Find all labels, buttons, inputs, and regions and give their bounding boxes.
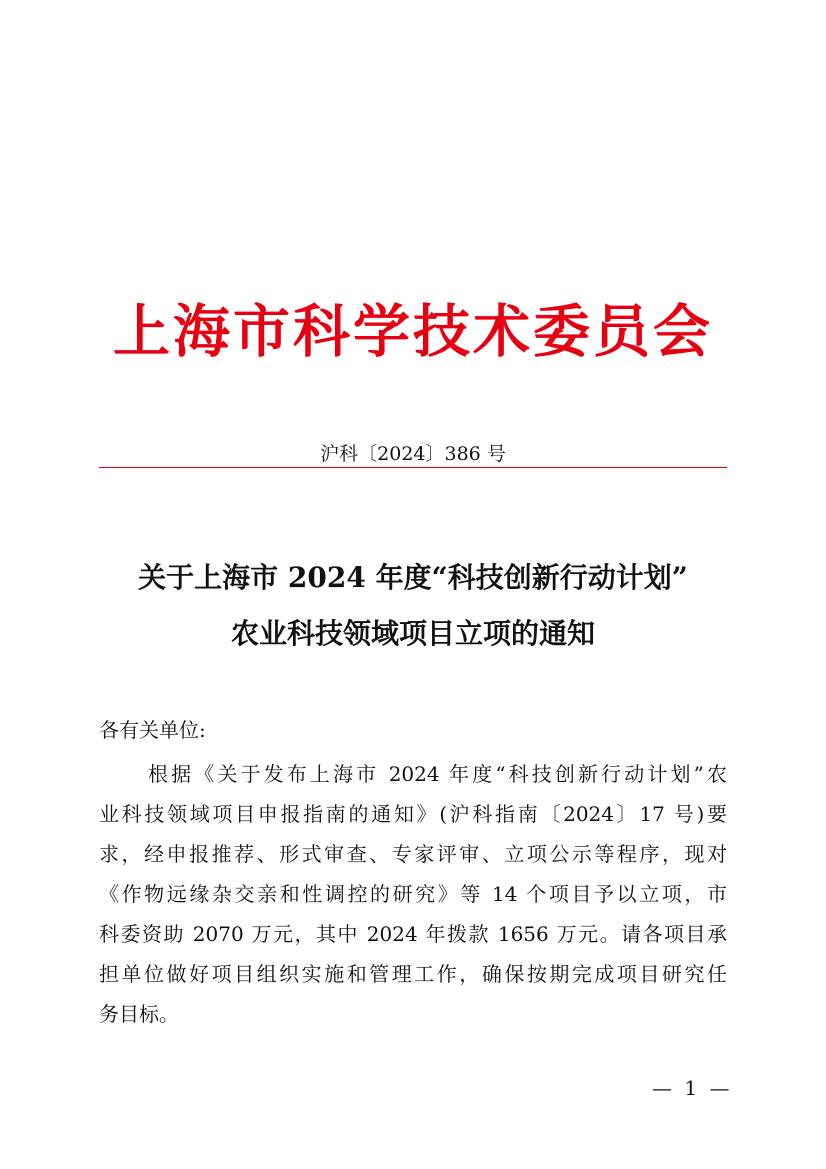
page-number: — 1 — bbox=[652, 1076, 730, 1100]
body-text-line: 务目标。 bbox=[99, 1002, 179, 1026]
body-text-line: 求，经申报推荐、形式审查、专家评审、立项公示等程序，现对 bbox=[99, 842, 727, 866]
body-text-line: 《作物远缘杂交亲和性调控的研究》等 14 个项目予以立项，市 bbox=[99, 882, 727, 906]
red-divider-line bbox=[99, 467, 727, 468]
document-number: 沪科〔2024〕386 号 bbox=[320, 443, 506, 465]
body-text-line: 业科技领域项目申报指南的通知》(沪科指南〔2024〕17 号)要 bbox=[99, 802, 727, 826]
salutation: 各有关单位: bbox=[99, 718, 206, 742]
body-text-line: 担单位做好项目组织实施和管理工作，确保按期完成项目研究任 bbox=[99, 962, 727, 986]
issuer-masthead: 上海市科学技术委员会 bbox=[113, 298, 713, 365]
body-text-line: 根据《关于发布上海市 2024 年度“科技创新行动计划”农 bbox=[148, 762, 727, 786]
notice-title-line-2: 农业科技领域项目立项的通知 bbox=[230, 617, 595, 650]
body-text-line: 科委资助 2070 万元，其中 2024 年拨款 1656 万元。请各项目承 bbox=[99, 922, 727, 946]
notice-title-line-1: 关于上海市 2024 年度“科技创新行动计划” bbox=[138, 561, 688, 594]
